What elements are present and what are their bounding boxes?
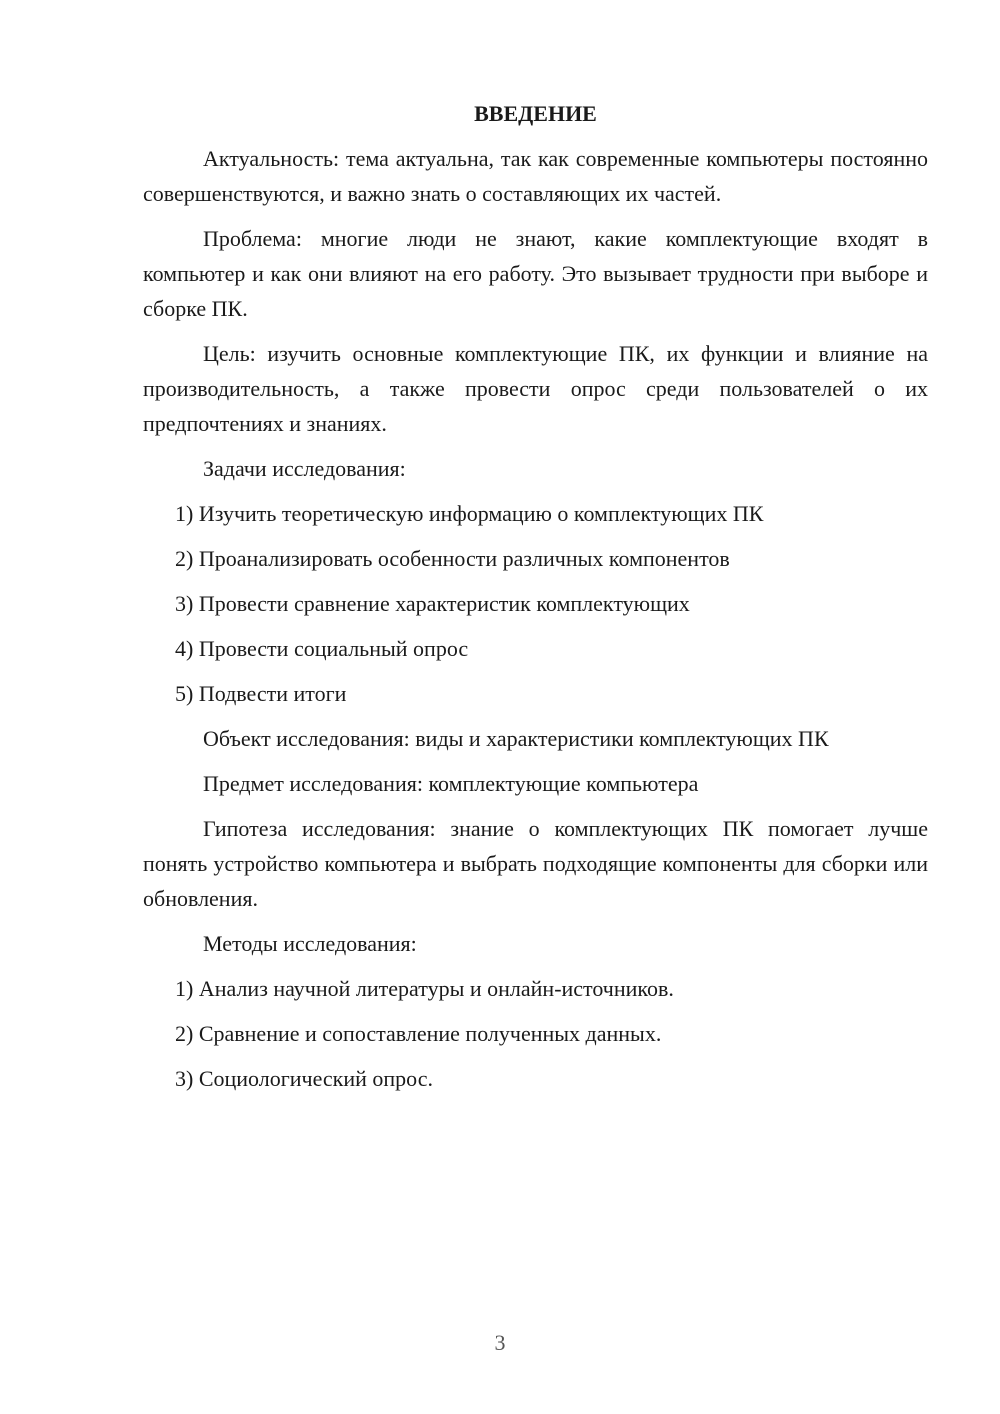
page-number: 3 [494, 1330, 506, 1355]
hypothesis-paragraph: Гипотеза исследования: знание о комплектующих ПК помогает лучше понять устройство компьютера и выбрать подходящие компоненты для сборки или обновления. [143, 816, 928, 911]
task-item-4: 4) Провести социальный опрос [175, 636, 469, 661]
research-subject: Предмет исследования: комплектующие компьютера [203, 771, 699, 796]
method-item-1: 1) Анализ научной литературы и онлайн-источников. [175, 976, 674, 1001]
goal-paragraph: Цель: изучить основные комплектующие ПК, их функции и влияние на производительность, а также провести опрос среди пользователей о их предпочтениях и знаниях. [143, 341, 928, 436]
method-item-3: 3) Социологический опрос. [175, 1066, 433, 1091]
task-item-5: 5) Подвести итоги [175, 681, 347, 706]
problem-paragraph: Проблема: многие люди не знают, какие комплектующие входят в компьютер и как они влияют на его работу. Это вызывает трудности при выборе и сборке ПК. [143, 226, 928, 321]
task-item-3: 3) Провести сравнение характеристик комплектующих [175, 591, 690, 616]
methods-heading: Методы исследования: [203, 931, 417, 956]
page-title: ВВЕДЕНИЕ [474, 101, 597, 126]
research-object: Объект исследования: виды и характеристики комплектующих ПК [203, 726, 829, 751]
task-item-2: 2) Проанализировать особенности различных компонентов [175, 546, 730, 571]
task-item-1: 1) Изучить теоретическую информацию о комплектующих ПК [175, 501, 764, 526]
method-item-2: 2) Сравнение и сопоставление полученных данных. [175, 1021, 662, 1046]
page-content [143, 96, 928, 1106]
tasks-heading: Задачи исследования: [203, 456, 406, 481]
relevance-paragraph: Актуальность: тема актуальна, так как современные компьютеры постоянно совершенствуются, и важно знать о составляющих их частей. [143, 146, 928, 206]
